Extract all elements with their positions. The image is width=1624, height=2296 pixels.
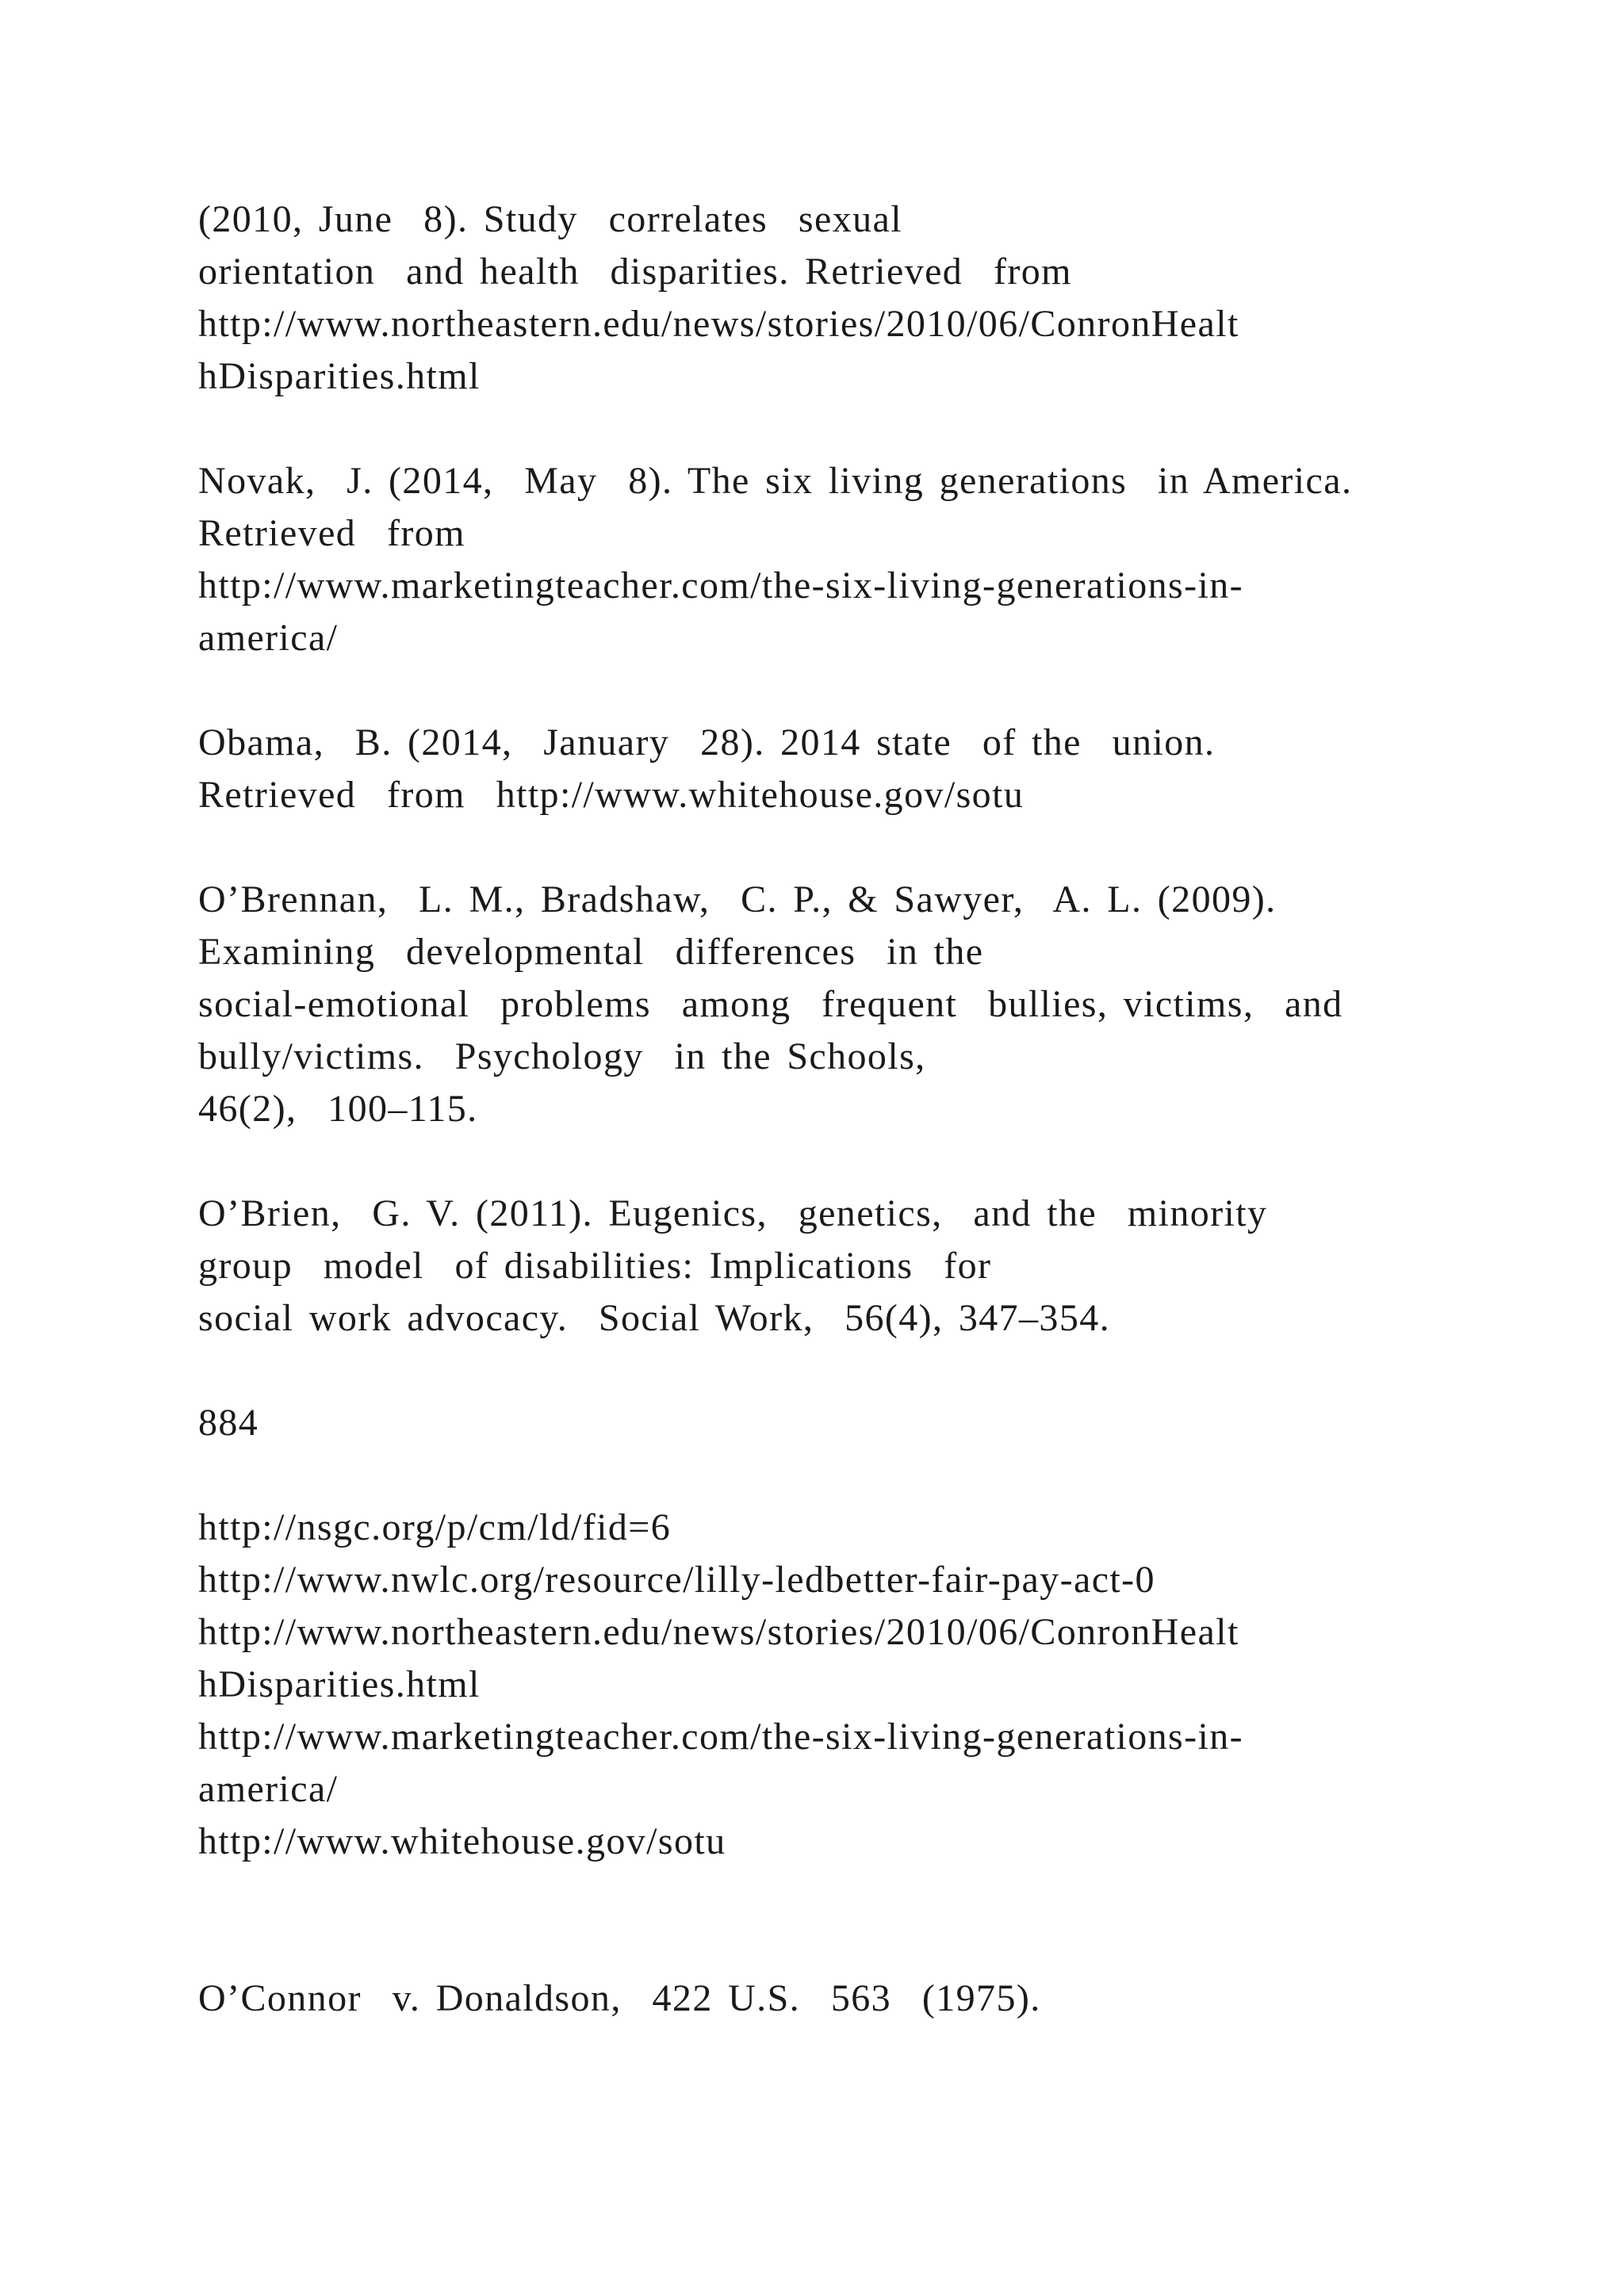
entry-line: Novak, J. (2014, May 8). The six living generations in America.	[198, 460, 1353, 502]
entry-line: social-emotional problems among frequent bullies, victims, and	[198, 983, 1343, 1025]
entry-line: http://www.northeastern.edu/news/stories/2010/06/ConronHealt	[198, 303, 1239, 345]
spacer	[198, 1868, 1435, 1973]
url-link[interactable]: http://www.whitehouse.gov/sotu	[198, 1820, 726, 1862]
url-link[interactable]: http://nsgc.org/p/cm/ld/fid=6	[198, 1506, 672, 1548]
url-link[interactable]: http://www.marketingteacher.com/the-six-living-generations-in-	[198, 1716, 1243, 1758]
entry-line: Obama, B. (2014, January 28). 2014 state of the union.	[198, 721, 1216, 763]
reference-entry-conron	[198, 193, 1435, 403]
entry-line: 46(2), 100–115.	[198, 1088, 478, 1130]
entry-line: bully/victims. Psychology in the Schools,	[198, 1035, 926, 1077]
entry-line: hDisparities.html	[198, 355, 481, 397]
url-link[interactable]: http://www.nwlc.org/resource/lilly-ledbetter-fair-pay-act-0	[198, 1559, 1155, 1601]
spacer	[198, 403, 1435, 455]
url-link[interactable]: http://www.northeastern.edu/news/stories/2010/06/ConronHealt	[198, 1611, 1239, 1653]
url-link[interactable]: america/	[198, 1768, 339, 1810]
reference-entry-obrennan	[198, 874, 1435, 1135]
page-number: 884	[198, 1402, 259, 1444]
entry-line: Retrieved from http://www.whitehouse.gov/sotu	[198, 774, 1025, 816]
spacer	[198, 664, 1435, 717]
entry-line: http://www.marketingteacher.com/the-six-living-generations-in-	[198, 564, 1243, 607]
reference-entry-novak	[198, 455, 1435, 664]
entry-line: O’Brien, G. V. (2011). Eugenics, genetics, and the minority	[198, 1192, 1268, 1234]
spacer	[198, 1449, 1435, 1502]
reference-entry-obama	[198, 717, 1435, 821]
entry-line: O’Brennan, L. M., Bradshaw, C. P., & Sawyer, A. L. (2009).	[198, 878, 1277, 920]
reference-entry-obrien	[198, 1188, 1435, 1345]
spacer	[198, 1345, 1435, 1397]
entry-line: Examining developmental differences in the	[198, 931, 984, 973]
reference-entry-oconnor: O’Connor v. Donaldson, 422 U.S. 563 (1975).	[198, 1977, 1041, 2019]
entry-line: america/	[198, 617, 339, 659]
entry-line: social work advocacy. Social Work, 56(4), 347–354.	[198, 1297, 1111, 1339]
entry-line: (2010, June 8). Study correlates sexual	[198, 198, 902, 240]
entry-line: group model of disabilities: Implications for	[198, 1245, 992, 1287]
url-link[interactable]: hDisparities.html	[198, 1663, 481, 1705]
entry-line: orientation and health disparities. Retrieved from	[198, 251, 1072, 293]
spacer	[198, 1135, 1435, 1188]
entry-line: Retrieved from	[198, 512, 465, 554]
url-list	[198, 1502, 1435, 1868]
spacer	[198, 821, 1435, 874]
reference-list	[198, 193, 1435, 2025]
